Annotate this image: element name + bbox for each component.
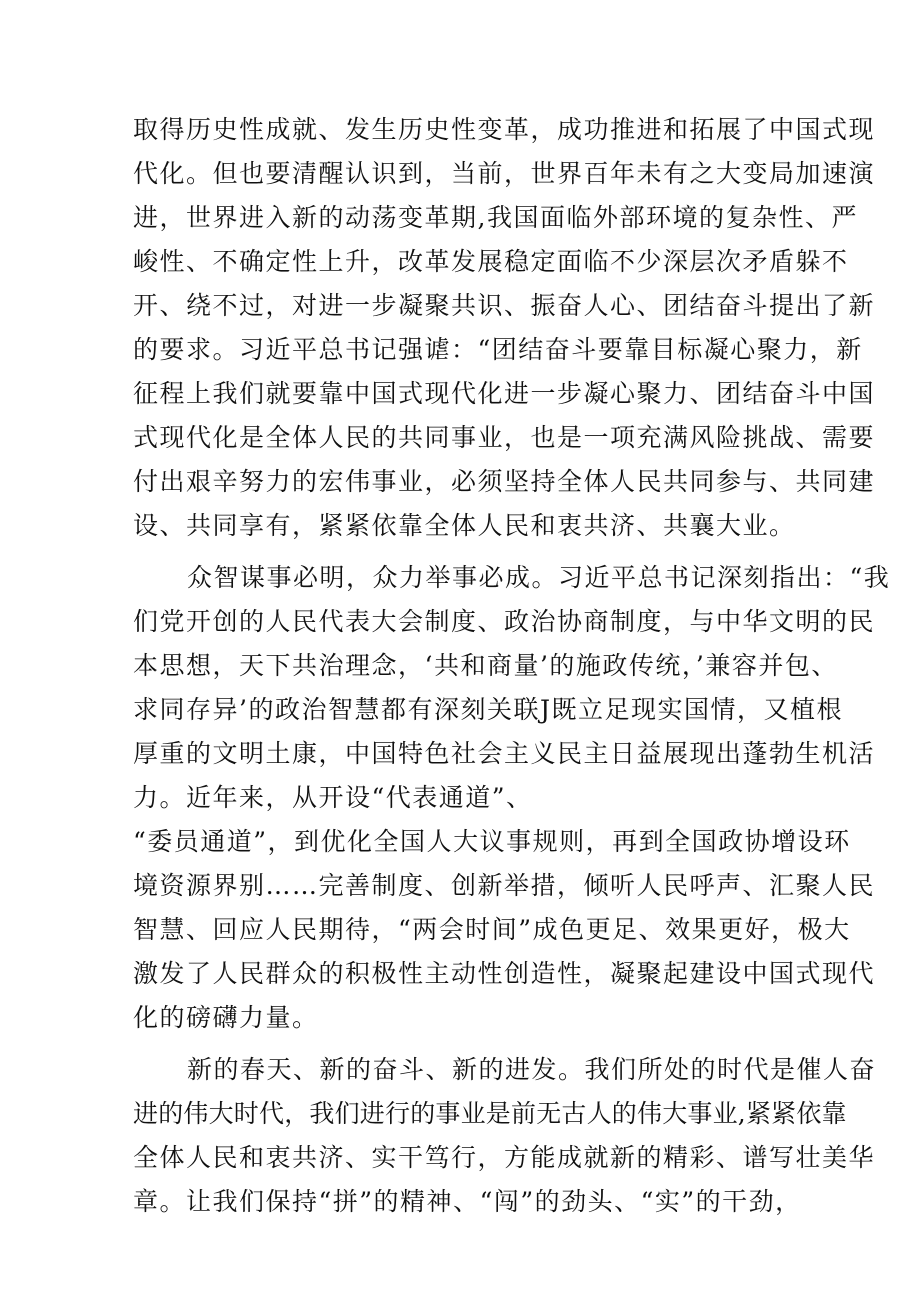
text-line: 的要求。习近平总书记强谑：“团结奋斗要靠目标凝心聚力，新: [133, 335, 863, 364]
text-line: 代化。但也要清醒认识到，当前，世界百年未有之大变局加速演: [133, 159, 876, 188]
text-line: 激发了人民群众的积极性主动性创造性，凝聚起建设中国式现代: [133, 959, 876, 988]
text-line: 本思想，天下共治理念，‘共和商量’的施政传统，’兼容并包、: [133, 651, 838, 680]
text-line: 求同存异’的政治智慧都有深刻关联J既立足现实国情，又植根: [133, 695, 843, 724]
text-line: 厚重的文明土康，中国特色社会主义民主日益展现出蓬勃生机活: [133, 739, 876, 768]
text-line: 进的伟大时代，我们进行的事业是前无古人的伟大事业,紧紧依靠: [133, 1099, 847, 1128]
text-line: 开、绕不过，对进一步凝聚共识、振奋人心、团结奋斗提出了新: [133, 291, 876, 320]
text-line: 章。让我们保持“拼”的精神、“闯”的劲头、“实”的干劲，: [133, 1187, 802, 1216]
text-line: 化的磅礴力量。: [133, 1003, 319, 1032]
text-line: 取得历史性成就、发生历史性变革，成功推进和拓展了中国式现: [133, 115, 876, 144]
text-line: “委员通道”，到优化全国人大议事规则，再到全国政协增设环: [133, 827, 851, 856]
text-line: 峻性、不确定性上升，改革发展稳定面临不少深层次矛盾躲不: [133, 247, 849, 276]
text-line: 征程上我们就要靠中国式现代化进一步凝心聚力、团结奋斗中国: [133, 379, 876, 408]
text-line: 设、共同享有，紧紧依靠全体人民和衷共济、共襄大业。: [133, 511, 796, 540]
text-line: 全体人民和衷共济、实干笃行，方能成就新的精彩、谱写壮美华: [133, 1143, 876, 1172]
paragraph-spacer: [133, 548, 793, 556]
text-line: 力。近年来，从开设“代表通道”、: [133, 783, 533, 812]
text-line: 式现代化是全体人民的共同事业，也是一项充满风险挑战、需要: [133, 423, 876, 452]
text-line: 新的春天、新的奋斗、新的进发。我们所处的时代是催人奋: [187, 1055, 877, 1084]
text-line: 众智谋事必明，众力举事必成。习近平总书记深刻指出：“我: [187, 563, 891, 592]
text-line: 付出艰辛努力的宏伟事业，必须坚持全体人民共同参与、共同建: [133, 467, 876, 496]
text-line: 智慧、回应人民期待，“两会时间”成色更足、效果更好，极大: [133, 915, 851, 944]
text-line: 境资源界别……完善制度、创新举措，倾听人民呼声、汇聚人民: [133, 871, 876, 900]
text-line: 进，世界进入新的动荡变革期,我国面临外部环境的复杂性、严: [133, 203, 858, 232]
document-body: [133, 108, 891, 1224]
text-line: 们党开创的人民代表大会制度、政治协商制度，与中华文明的民: [133, 607, 876, 636]
paragraph-spacer: [133, 1040, 793, 1048]
